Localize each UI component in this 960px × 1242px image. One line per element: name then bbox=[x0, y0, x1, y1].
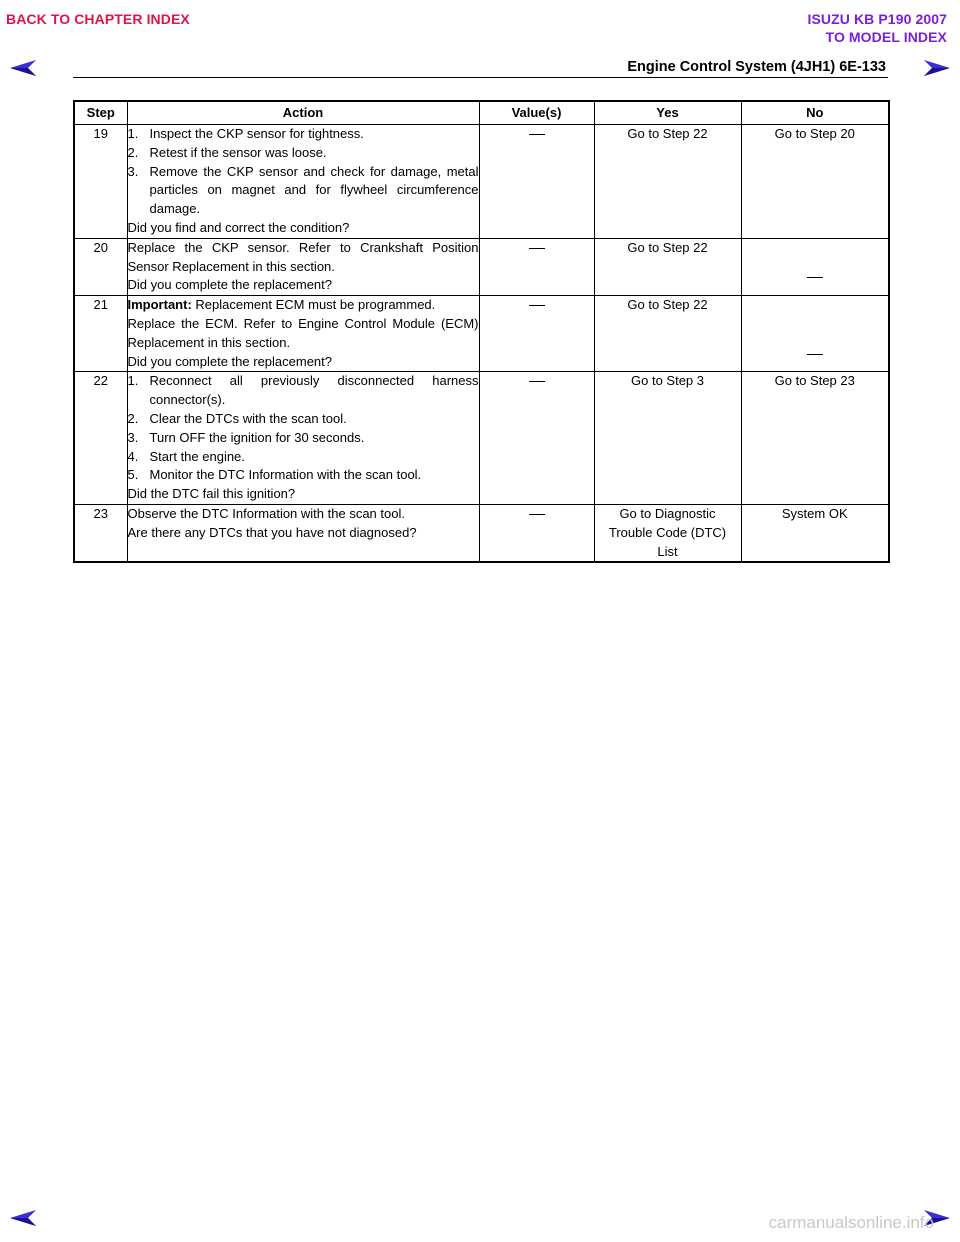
header-divider bbox=[73, 77, 888, 78]
to-model-index-link[interactable]: TO MODEL INDEX bbox=[825, 29, 947, 45]
step-number: 21 bbox=[74, 296, 127, 372]
watermark: carmanualsonline.info bbox=[768, 1213, 934, 1232]
left-arrow-icon[interactable] bbox=[8, 58, 38, 78]
no-cell bbox=[741, 238, 889, 295]
yes-cell: Go to Step 22 bbox=[594, 296, 741, 372]
action-item: Monitor the DTC Information with the scan tool. bbox=[149, 467, 422, 483]
left-arrow-icon[interactable] bbox=[8, 1208, 38, 1228]
column-header-no: No bbox=[741, 101, 889, 125]
action-text: Replace the ECM. Refer to Engine Control Module (ECM) Replacement in this section. bbox=[127, 315, 479, 350]
action-question: Did you complete the replacement? bbox=[127, 277, 333, 293]
action-question: Did you complete the replacement? bbox=[127, 353, 333, 369]
yes-cell: Go to Step 3 bbox=[594, 372, 741, 505]
right-arrow-icon[interactable] bbox=[922, 58, 952, 78]
yes-cell bbox=[594, 504, 741, 562]
yes-line: Go to Diagnostic bbox=[619, 505, 716, 521]
action-cell: 1. Reconnect all previously disconnected harness connector(s). 2. Clear the DTCs with the scan tool. 3. Turn OFF the ignition for 30 seconds. 4. Start the engine. 5. Monitor the DTC Information with the scan tool. Did the DTC fail this ignition? bbox=[127, 372, 479, 505]
table-header-row bbox=[74, 101, 889, 125]
action-item: Retest if the sensor was loose. bbox=[149, 144, 327, 160]
important-label: Important: bbox=[127, 297, 192, 313]
important-text: Replacement ECM must be programmed. bbox=[195, 297, 436, 313]
no-cell: Go to Step 20 bbox=[741, 125, 889, 239]
step-number: 20 bbox=[74, 238, 127, 295]
action-cell: 1. Inspect the CKP sensor for tightness. 2. Retest if the sensor was loose. 3. Remove the CKP sensor and check for damage, metal particles on magnet and for flywheel circumference damage. Did you find and correct the condition? bbox=[127, 125, 479, 239]
empty-value-dash bbox=[529, 134, 545, 135]
no-cell: System OK bbox=[741, 504, 889, 562]
table-row bbox=[74, 504, 889, 562]
table-row bbox=[74, 296, 889, 372]
back-to-chapter-index-link[interactable]: BACK TO CHAPTER INDEX bbox=[6, 11, 190, 27]
action-question: Are there any DTCs that you have not diagnosed? bbox=[127, 524, 417, 540]
action-item: Clear the DTCs with the scan tool. bbox=[149, 410, 347, 426]
table-row bbox=[74, 238, 889, 295]
action-cell bbox=[127, 296, 479, 372]
step-number: 19 bbox=[74, 125, 127, 239]
page-header-title: Engine Control System (4JH1) 6E-133 bbox=[627, 59, 886, 75]
no-cell bbox=[741, 296, 889, 372]
value-cell bbox=[479, 504, 594, 562]
empty-value-dash bbox=[529, 248, 545, 249]
action-question: Did the DTC fail this ignition? bbox=[127, 486, 296, 502]
action-text: Replace the CKP sensor. Refer to Crankshaft Position Sensor Replacement in this section. bbox=[127, 239, 479, 274]
column-header-action: Action bbox=[127, 101, 479, 125]
action-item: Reconnect all previously disconnected harness connector(s). bbox=[149, 373, 479, 408]
step-number: 23 bbox=[74, 504, 127, 562]
empty-value-dash bbox=[807, 277, 823, 278]
yes-cell: Go to Step 22 bbox=[594, 238, 741, 295]
column-header-step: Step bbox=[74, 101, 127, 125]
value-cell bbox=[479, 296, 594, 372]
diagnostic-table bbox=[73, 100, 890, 563]
value-cell bbox=[479, 238, 594, 295]
action-item: Inspect the CKP sensor for tightness. bbox=[149, 126, 364, 141]
table-row bbox=[74, 372, 889, 505]
empty-value-dash bbox=[529, 381, 545, 382]
action-cell bbox=[127, 504, 479, 562]
action-item: Remove the CKP sensor and check for damage, metal particles on magnet and for flywheel circumference damage. bbox=[149, 163, 479, 217]
empty-value-dash bbox=[529, 305, 545, 306]
action-text: Observe the DTC Information with the scan tool. bbox=[127, 505, 405, 521]
yes-line: List bbox=[657, 543, 678, 559]
column-header-yes: Yes bbox=[594, 101, 741, 125]
empty-value-dash bbox=[529, 514, 545, 515]
yes-line: Trouble Code (DTC) bbox=[608, 524, 727, 540]
value-cell bbox=[479, 372, 594, 505]
action-item: Turn OFF the ignition for 30 seconds. bbox=[149, 429, 365, 445]
model-title-link[interactable]: ISUZU KB P190 2007 bbox=[807, 11, 947, 27]
no-cell: Go to Step 23 bbox=[741, 372, 889, 505]
action-item: Start the engine. bbox=[149, 448, 245, 464]
column-header-values: Value(s) bbox=[479, 101, 594, 125]
value-cell bbox=[479, 125, 594, 239]
empty-value-dash bbox=[807, 354, 823, 355]
important-note bbox=[128, 296, 479, 315]
action-question: Did you find and correct the condition? bbox=[127, 219, 350, 235]
step-number: 22 bbox=[74, 372, 127, 505]
table-row bbox=[74, 125, 889, 239]
action-cell bbox=[127, 238, 479, 295]
yes-cell: Go to Step 22 bbox=[594, 125, 741, 239]
